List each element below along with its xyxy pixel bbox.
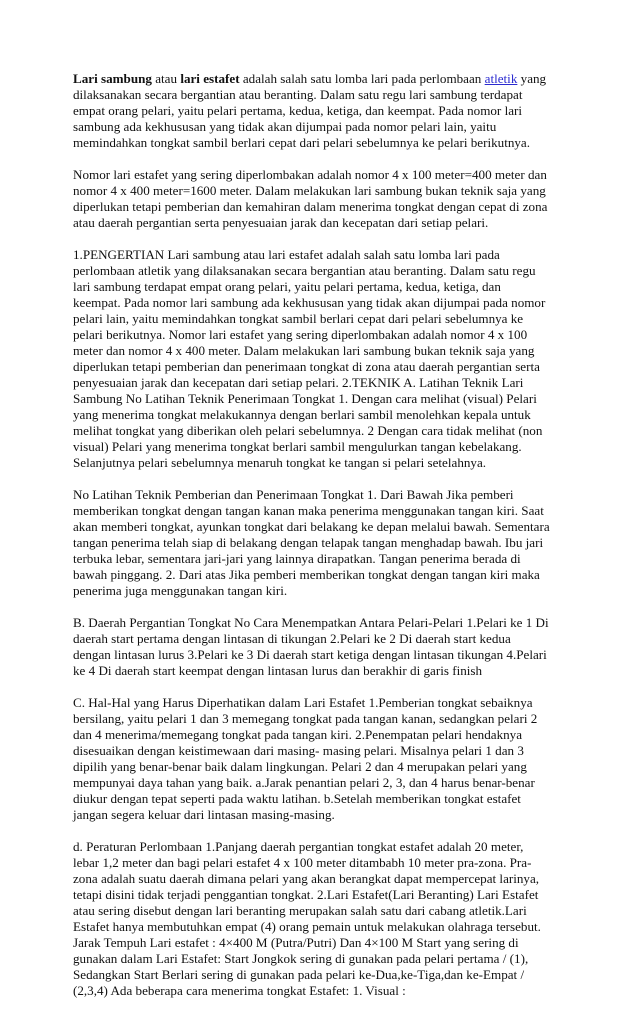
term-lari-estafet: lari estafet — [180, 71, 240, 86]
paragraph-pemberian-penerimaan: No Latihan Teknik Pemberian dan Penerimaan Tongkat 1. Dari Bawah Jika pemberi memberikan tongkat dengan tangan kanan maka penerima menggunakan tangan kiri. Saat akan memberi tongkat, ayunkan tongkat dari belakang ke depan melalui bawah. Sementara tangan penerima telah siap di belakang dengan telapak tangan menghadap bawah. Ibu jari terbuka lebar, sementara jari-jari yang lainnya dirapatkan. Tangan penerima berada di bawah pinggang. 2. Dari atas Jika pemberi memberikan tongkat dengan tangan kiri maka penerima juga menggunakan tangan kiri. — [73, 487, 550, 598]
intro-paragraph — [73, 71, 551, 151]
intro-text-after-link: yang dilaksanakan secara bergantian atau beranting. Dalam satu regu lari sambung terdapat empat orang pelari, yaitu pelari pertama, kedua, ketiga, dan keempat. Pada nomor lari sambung ada kekhususan yang tidak akan dijumpai pada nomor pelari lain, yaitu memindahkan tongkat sambil berlari cepat dari pelari sebelumnya ke pelari berikutnya. — [73, 71, 547, 150]
paragraph-daerah-pergantian: B. Daerah Pergantian Tongkat No Cara Menempatkan Antara Pelari-Pelari 1.Pelari ke 1 Di daerah start pertama dengan lintasan di tikungan 2.Pelari ke 2 Di daerah start kedua dengan lintasan lurus 3.Pelari ke 3 Di daerah start ketiga dengan lintasan tikungan 4.Pelari ke 4 Di daerah start keempat dengan lintasan lurus dan berakhir di garis finish — [73, 615, 549, 678]
paragraph-nomor-estafet: Nomor lari estafet yang sering diperlombakan adalah nomor 4 x 100 meter=400 meter dan nomor 4 x 400 meter=1600 meter. Dalam melakukan lari sambung bukan teknik saja yang diperlukan tetapi pemberian dan kemahiran dalam menerima tongkat dengan cepat di zona atau daerah pergantian serta penyesuaian jarak dan kecepatan dari setiap pelari. — [73, 167, 548, 230]
intro-conjunction: atau — [151, 71, 181, 86]
paragraph-peraturan-perlombaan: d. Peraturan Perlombaan 1.Panjang daerah pergantian tongkat estafet adalah 20 meter, lebar 1,2 meter dan bagi pelari estafet 4 x 100 meter ditambabh 10 meter pra-zona. Pra-zona adalah suatu daerah dimana pelari yang akan berangkat dapat mempercepat larinya, tetapi disini tidak terjadi penggantian tongkat. 2.Lari Estafet(Lari Beranting) Lari Estafet atau sering disebut dengan lari beranting merupakan salah satu dari cabang atletik.Lari Estafet hanya membutuhkan empat (4) orang pemain untuk melakukan olahraga tersebut. Jarak Tempuh Lari estafet : 4×400 M (Putra/Putri) Dan 4×100 M Start yang sering di gunakan dalam Lari Estafet: Start Jongkok sering di gunakan pada pelari pertama / (1), Sedangkan Start Berlari sering di gunakan pada pelari ke-Dua,ke-Tiga,dan ke-Empat / (2,3,4) Ada beberapa cara menerima tongkat Estafet: 1. Visual : — [73, 839, 541, 998]
document-page — [73, 71, 551, 1015]
term-lari-sambung: Lari sambung — [73, 71, 152, 86]
paragraph-pengertian-teknik: 1.PENGERTIAN Lari sambung atau lari estafet adalah salah satu lomba lari pada perlombaan atletik yang dilaksanakan secara bergantian atau beranting. Dalam satu regu lari sambung terdapat empat orang pelari, yaitu pelari pertama, kedua, ketiga, dan keempat. Pada nomor lari sambung ada kekhususan yang tidak akan dijumpai pada nomor pelari lain, yaitu memindahkan tongkat sambil berlari cepat dari pelari sebelumnya ke pelari berikutnya. Nomor lari estafet yang sering diperlombakan adalah nomor 4 x 100 meter dan nomor 4 x 400 meter. Dalam melakukan lari sambung bukan teknik saja yang diperlukan tetapi pemberian dan penerimaan tongkat di zona atau daerah pergantian serta penyesuaian jarak dan kecepatan dari setiap pelari. 2.TEKNIK A. Latihan Teknik Lari Sambung No Latihan Teknik Penerimaan Tongkat 1. Dengan cara melihat (visual) Pelari yang menerima tongkat melakukannya dengan berlari sambil menolehkan kepala untuk melihat tongkat yang diberikan oleh pelari sebelumnya. 2 Dengan cara tidak melihat (non visual) Pelari yang menerima tongkat berlari sambil mengulurkan tangan kebelakang. Selanjutnya pelari sebelumnya menaruh tongkat ke tangan si pelari setelahnya. — [73, 247, 546, 470]
paragraph-hal-hal-diperhatikan: C. Hal-Hal yang Harus Diperhatikan dalam Lari Estafet 1.Pemberian tongkat sebaiknya bersilang, yaitu pelari 1 dan 3 memegang tongkat pada tangan kanan, sedangkan pelari 2 dan 4 menerima/memegang tongkat pada tangan kiri. 2.Penempatan pelari hendaknya disesuaikan dengan keistimewaan dari masing- masing pelari. Misalnya pelari 1 dan 3 dipilih yang benar-benar baik dalam lingkungan. Pelari 2 dan 4 merupakan pelari yang mempunyai daya tahan yang baik. a.Jarak penantian pelari 2, 3, dan 4 harus benar-benar diukur dengan tepat seperti pada waktu latihan. b.Setelah memberikan tongkat estafet jangan segera keluar dari lintasan masing-masing. — [73, 695, 538, 822]
intro-text-before-link: adalah salah satu lomba lari pada perlombaan — [239, 71, 485, 86]
atletik-link[interactable]: atletik — [484, 71, 518, 86]
